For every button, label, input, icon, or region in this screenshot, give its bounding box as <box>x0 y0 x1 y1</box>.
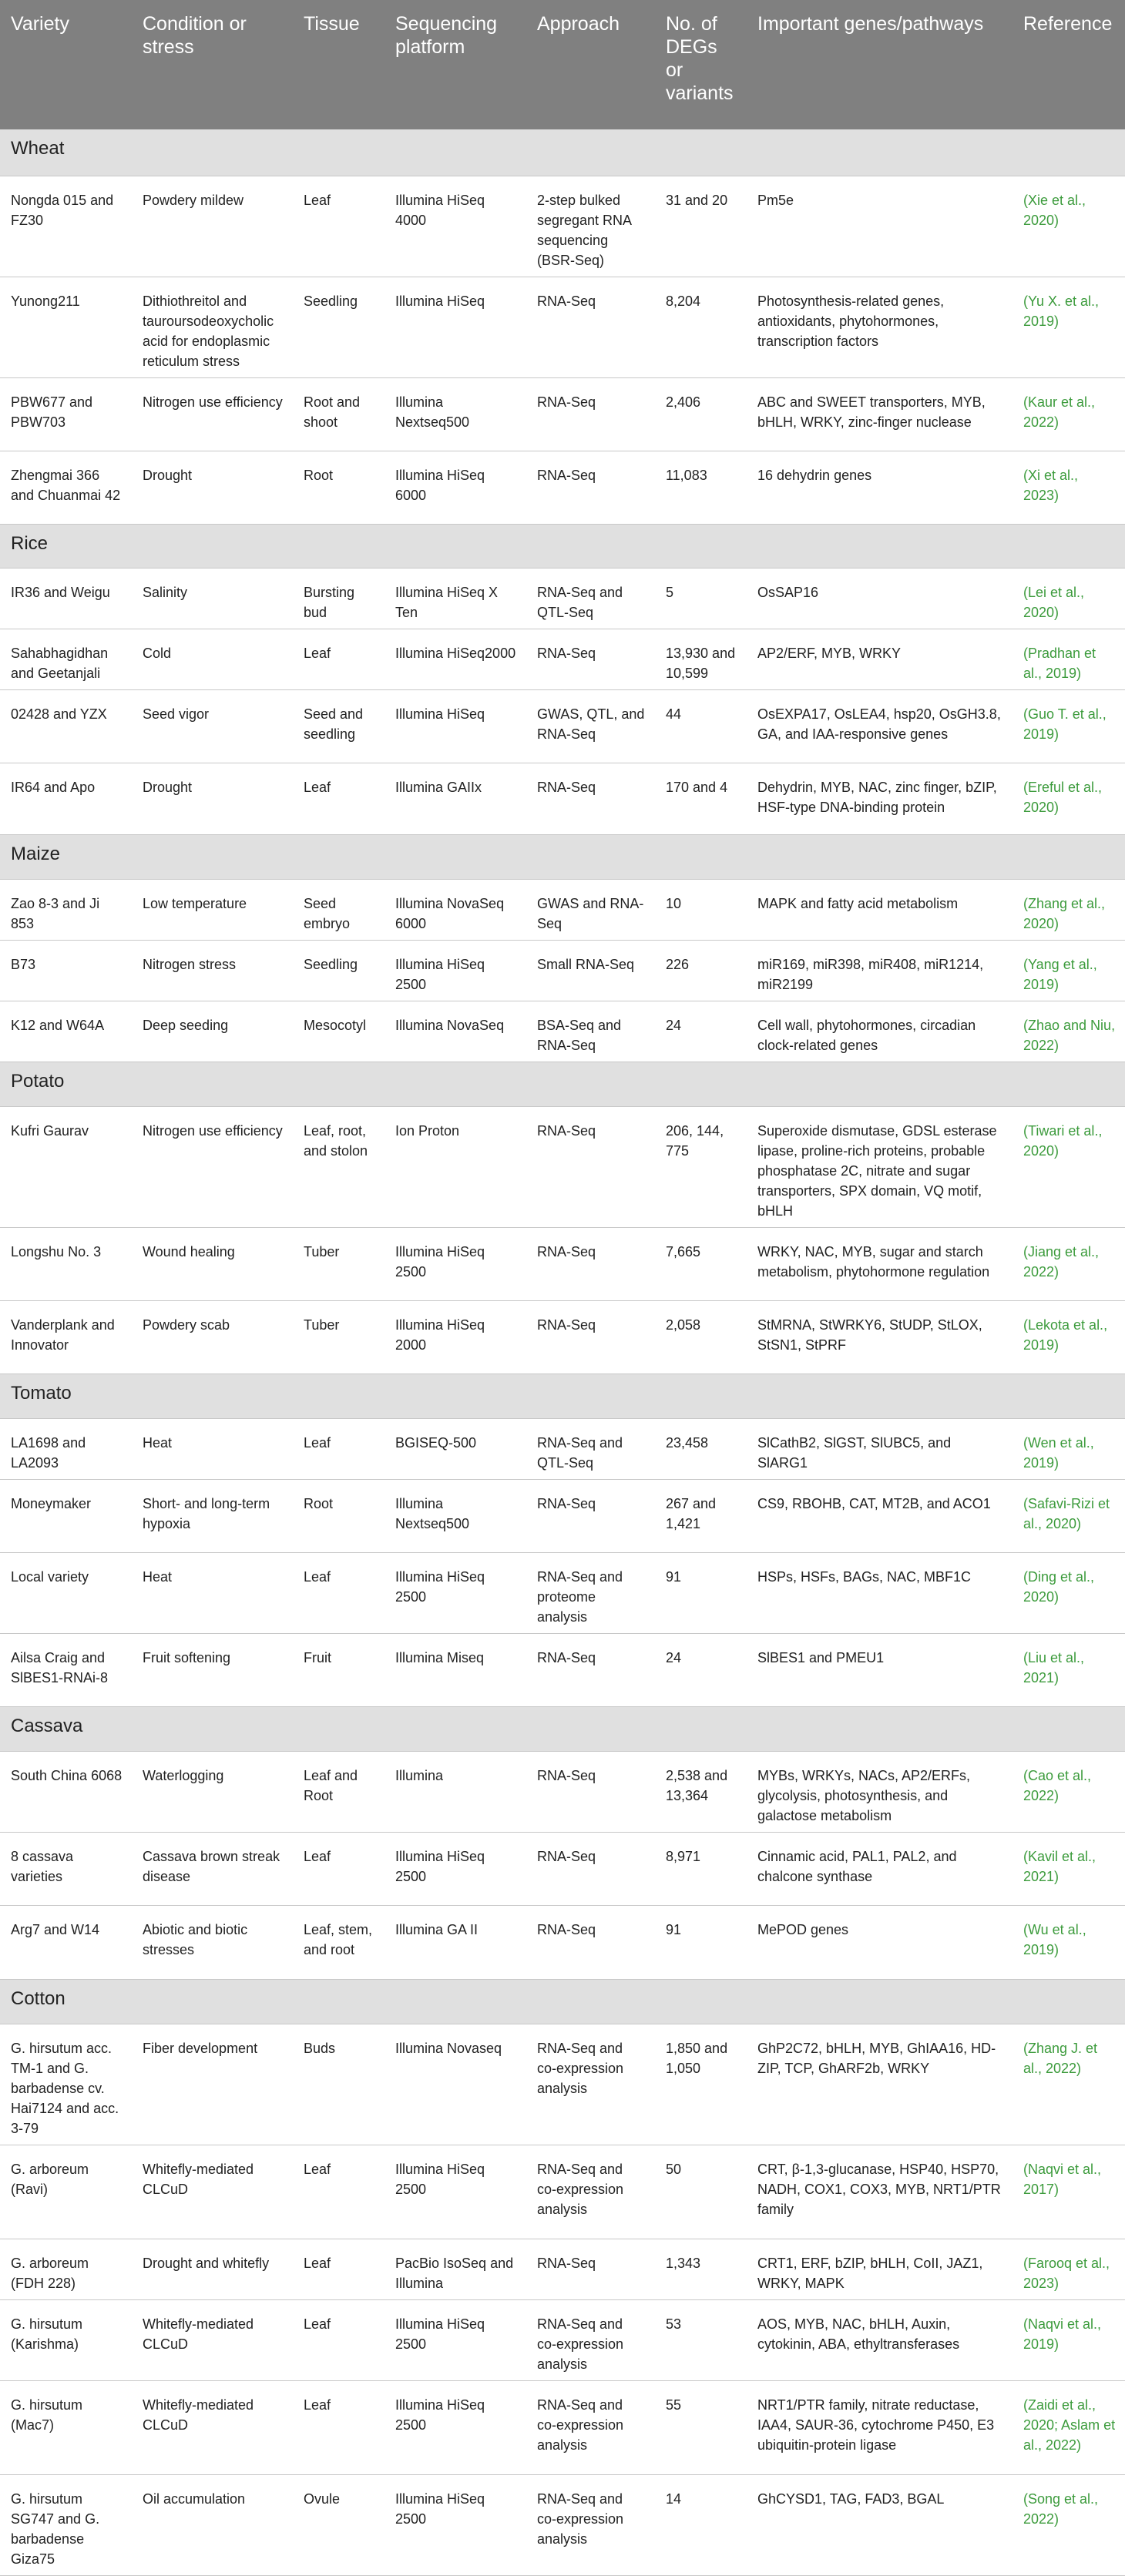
cell-condition: Drought and whitefly <box>132 2239 293 2299</box>
cell-variety: G. hirsutum SG747 and G. barbadense Giza75 <box>0 2474 132 2575</box>
cell-platform: PacBio IsoSeq and Illumina <box>385 2239 526 2299</box>
cell-degs: 1,343 <box>655 2239 747 2299</box>
cell-platform: Illumina Nextseq500 <box>385 377 526 451</box>
table-row <box>0 1418 1125 1479</box>
cell-condition: Heat <box>132 1418 293 1479</box>
header-row <box>0 0 1125 129</box>
header-reference: Reference <box>1012 0 1125 129</box>
cell-reference[interactable]: (Naqvi et al., 2019) <box>1012 2299 1125 2380</box>
cell-degs: 11,083 <box>655 451 747 524</box>
cell-platform: Illumina HiSeq 6000 <box>385 451 526 524</box>
cell-approach: RNA-Seq and co-expression analysis <box>526 2380 655 2474</box>
cell-platform: Illumina HiSeq <box>385 277 526 377</box>
cell-condition: Whitefly-mediated CLCuD <box>132 2299 293 2380</box>
cell-reference[interactable]: (Zhao and Niu, 2022) <box>1012 1001 1125 1062</box>
cell-platform: Illumina HiSeq 2500 <box>385 940 526 1001</box>
cell-degs: 1,850 and 1,050 <box>655 2024 747 2145</box>
table-row <box>0 2299 1125 2380</box>
cell-degs: 170 and 4 <box>655 763 747 834</box>
cell-tissue: Root and shoot <box>293 377 385 451</box>
cell-condition: Drought <box>132 763 293 834</box>
cell-platform: Illumina NovaSeq 6000 <box>385 879 526 940</box>
cell-tissue: Tuber <box>293 1227 385 1300</box>
cell-condition: Abiotic and biotic stresses <box>132 1905 293 1979</box>
cell-approach: 2-step bulked segregant RNA sequencing (BSR-Seq) <box>526 176 655 277</box>
cell-condition: Dithiothreitol and tauroursodeoxycholic acid for endoplasmic reticulum stress <box>132 277 293 377</box>
cell-reference[interactable]: (Jiang et al., 2022) <box>1012 1227 1125 1300</box>
group-label: Rice <box>0 524 1125 568</box>
cell-reference[interactable]: (Ereful et al., 2020) <box>1012 763 1125 834</box>
cell-tissue: Root <box>293 451 385 524</box>
table-row <box>0 451 1125 524</box>
cell-platform: Illumina HiSeq 2500 <box>385 2145 526 2239</box>
cell-degs: 31 and 20 <box>655 176 747 277</box>
cell-variety: Moneymaker <box>0 1479 132 1552</box>
cell-approach: RNA-Seq <box>526 451 655 524</box>
cell-genes: AOS, MYB, NAC, bHLH, Auxin, cytokinin, ABA, ethyltransferases <box>747 2299 1012 2380</box>
cell-reference[interactable]: (Yang et al., 2019) <box>1012 940 1125 1001</box>
cell-genes: GhCYSD1, TAG, FAD3, BGAL <box>747 2474 1012 2575</box>
cell-tissue: Leaf <box>293 629 385 689</box>
cell-platform: Illumina GAIIx <box>385 763 526 834</box>
cell-degs: 24 <box>655 1001 747 1062</box>
cell-degs: 2,406 <box>655 377 747 451</box>
cell-reference[interactable]: (Cao et al., 2022) <box>1012 1751 1125 1832</box>
cell-genes: NRT1/PTR family, nitrate reductase, IAA4, SAUR-36, cytochrome P450, E3 ubiquitin-protein ligase <box>747 2380 1012 2474</box>
cell-genes: OsSAP16 <box>747 568 1012 629</box>
cell-tissue: Mesocotyl <box>293 1001 385 1062</box>
table-row <box>0 176 1125 277</box>
cell-approach: GWAS, QTL, and RNA-Seq <box>526 689 655 763</box>
cell-tissue: Fruit <box>293 1633 385 1706</box>
table-row <box>0 1227 1125 1300</box>
cell-tissue: Seed embryo <box>293 879 385 940</box>
cell-platform: Illumina HiSeq 2500 <box>385 1552 526 1633</box>
table-row <box>0 1751 1125 1832</box>
cell-degs: 226 <box>655 940 747 1001</box>
cell-reference[interactable]: (Tiwari et al., 2020) <box>1012 1106 1125 1227</box>
cell-reference[interactable]: (Xie et al., 2020) <box>1012 176 1125 277</box>
group-row <box>0 834 1125 879</box>
cell-approach: BSA-Seq and RNA-Seq <box>526 1001 655 1062</box>
cell-condition: Low temperature <box>132 879 293 940</box>
group-row <box>0 1374 1125 1418</box>
cell-genes: MePOD genes <box>747 1905 1012 1979</box>
group-row <box>0 1979 1125 2024</box>
cell-platform: Illumina HiSeq 2500 <box>385 2474 526 2575</box>
cell-tissue: Tuber <box>293 1300 385 1374</box>
cell-tissue: Buds <box>293 2024 385 2145</box>
cell-reference[interactable]: (Song et al., 2022) <box>1012 2474 1125 2575</box>
table-row <box>0 879 1125 940</box>
cell-condition: Oil accumulation <box>132 2474 293 2575</box>
cell-variety: IR64 and Apo <box>0 763 132 834</box>
cell-tissue: Bursting bud <box>293 568 385 629</box>
cell-condition: Whitefly-mediated CLCuD <box>132 2380 293 2474</box>
table-row <box>0 568 1125 629</box>
cell-variety: Zhengmai 366 and Chuanmai 42 <box>0 451 132 524</box>
cell-condition: Waterlogging <box>132 1751 293 1832</box>
cell-condition: Cassava brown streak disease <box>132 1832 293 1905</box>
cell-platform: Illumina Miseq <box>385 1633 526 1706</box>
cell-variety: PBW677 and PBW703 <box>0 377 132 451</box>
cell-degs: 8,204 <box>655 277 747 377</box>
table-row <box>0 1832 1125 1905</box>
cell-reference[interactable]: (Yu X. et al., 2019) <box>1012 277 1125 377</box>
cell-platform: Illumina GA II <box>385 1905 526 1979</box>
cell-genes: Dehydrin, MYB, NAC, zinc finger, bZIP, HSF-type DNA-binding protein <box>747 763 1012 834</box>
cell-variety: 8 cassava varieties <box>0 1832 132 1905</box>
cell-approach: GWAS and RNA-Seq <box>526 879 655 940</box>
cell-approach: RNA-Seq and co-expression analysis <box>526 2024 655 2145</box>
cell-genes: MAPK and fatty acid metabolism <box>747 879 1012 940</box>
cell-platform: Illumina Nextseq500 <box>385 1479 526 1552</box>
cell-approach: RNA-Seq <box>526 377 655 451</box>
header-genes: Important genes/pathways <box>747 0 1012 129</box>
cell-condition: Drought <box>132 451 293 524</box>
cell-reference[interactable]: (Pradhan et al., 2019) <box>1012 629 1125 689</box>
table-row <box>0 2024 1125 2145</box>
cell-platform: Illumina HiSeq 2000 <box>385 1300 526 1374</box>
cell-variety: Zao 8-3 and Ji 853 <box>0 879 132 940</box>
table-row <box>0 1001 1125 1062</box>
cell-condition: Whitefly-mediated CLCuD <box>132 2145 293 2239</box>
table-row <box>0 629 1125 689</box>
cell-tissue: Leaf <box>293 176 385 277</box>
group-label: Cotton <box>0 1979 1125 2024</box>
table-row <box>0 2474 1125 2575</box>
cell-degs: 206, 144, 775 <box>655 1106 747 1227</box>
table-row <box>0 277 1125 377</box>
cell-reference[interactable]: (Safavi-Rizi et al., 2020) <box>1012 1479 1125 1552</box>
cell-approach: RNA-Seq <box>526 1300 655 1374</box>
header-condition: Condition or stress <box>132 0 293 129</box>
cell-degs: 24 <box>655 1633 747 1706</box>
cell-reference[interactable]: (Zhang J. et al., 2022) <box>1012 2024 1125 2145</box>
cell-genes: StMRNA, StWRKY6, StUDP, StLOX, StSN1, StPRF <box>747 1300 1012 1374</box>
cell-platform: Illumina HiSeq 2500 <box>385 1832 526 1905</box>
cell-variety: G. hirsutum acc. TM-1 and G. barbadense cv. Hai7124 and acc. 3-79 <box>0 2024 132 2145</box>
cell-condition: Fruit softening <box>132 1633 293 1706</box>
cell-variety: Longshu No. 3 <box>0 1227 132 1300</box>
cell-genes: AP2/ERF, MYB, WRKY <box>747 629 1012 689</box>
cell-approach: RNA-Seq <box>526 277 655 377</box>
cell-genes: WRKY, NAC, MYB, sugar and starch metabolism, phytohormone regulation <box>747 1227 1012 1300</box>
cell-condition: Wound healing <box>132 1227 293 1300</box>
cell-tissue: Leaf <box>293 2299 385 2380</box>
cell-genes: Superoxide dismutase, GDSL esterase lipase, proline-rich proteins, probable phosphatase 2C, nitrate and sugar transporters, SPX domain, VQ motif, bHLH <box>747 1106 1012 1227</box>
cell-genes: SlCathB2, SlGST, SlUBC5, and SlARG1 <box>747 1418 1012 1479</box>
cell-platform: Illumina HiSeq2000 <box>385 629 526 689</box>
table-row <box>0 689 1125 763</box>
table-row <box>0 2145 1125 2239</box>
cell-degs: 267 and 1,421 <box>655 1479 747 1552</box>
cell-tissue: Ovule <box>293 2474 385 2575</box>
cell-approach: RNA-Seq <box>526 1479 655 1552</box>
cell-variety: Kufri Gaurav <box>0 1106 132 1227</box>
cell-reference[interactable]: (Ding et al., 2020) <box>1012 1552 1125 1633</box>
cell-platform: Illumina <box>385 1751 526 1832</box>
cell-genes: Pm5e <box>747 176 1012 277</box>
table-row <box>0 1106 1125 1227</box>
cell-reference[interactable]: (Zhang et al., 2020) <box>1012 879 1125 940</box>
table-row <box>0 1633 1125 1706</box>
cell-approach: RNA-Seq and QTL-Seq <box>526 568 655 629</box>
cell-genes: GhP2C72, bHLH, MYB, GhIAA16, HD-ZIP, TCP, GhARF2b, WRKY <box>747 2024 1012 2145</box>
cell-platform: BGISEQ-500 <box>385 1418 526 1479</box>
cell-approach: RNA-Seq <box>526 1633 655 1706</box>
cell-variety: G. hirsutum (Karishma) <box>0 2299 132 2380</box>
cell-variety: Yunong211 <box>0 277 132 377</box>
group-row <box>0 1062 1125 1106</box>
cell-variety: G. hirsutum (Mac7) <box>0 2380 132 2474</box>
cell-variety: Local variety <box>0 1552 132 1633</box>
group-label: Cassava <box>0 1706 1125 1751</box>
cell-genes: miR169, miR398, miR408, miR1214, miR2199 <box>747 940 1012 1001</box>
cell-condition: Salinity <box>132 568 293 629</box>
cell-reference[interactable]: (Guo T. et al., 2019) <box>1012 689 1125 763</box>
cell-tissue: Leaf and Root <box>293 1751 385 1832</box>
cell-approach: RNA-Seq and co-expression analysis <box>526 2474 655 2575</box>
cell-degs: 91 <box>655 1905 747 1979</box>
cell-variety: Vanderplank and Innovator <box>0 1300 132 1374</box>
group-label: Maize <box>0 834 1125 879</box>
cell-degs: 53 <box>655 2299 747 2380</box>
cell-reference[interactable]: (Kaur et al., 2022) <box>1012 377 1125 451</box>
cell-tissue: Leaf <box>293 1832 385 1905</box>
cell-condition: Seed vigor <box>132 689 293 763</box>
header-degs: No. of DEGs or variants <box>655 0 747 129</box>
cell-condition: Cold <box>132 629 293 689</box>
cell-approach: RNA-Seq <box>526 1106 655 1227</box>
cell-variety: IR36 and Weigu <box>0 568 132 629</box>
cell-approach: RNA-Seq and co-expression analysis <box>526 2145 655 2239</box>
cell-approach: RNA-Seq <box>526 629 655 689</box>
cell-degs: 44 <box>655 689 747 763</box>
cell-genes: 16 dehydrin genes <box>747 451 1012 524</box>
cell-genes: CS9, RBOHB, CAT, MT2B, and ACO1 <box>747 1479 1012 1552</box>
cell-platform: Illumina NovaSeq <box>385 1001 526 1062</box>
cell-degs: 23,458 <box>655 1418 747 1479</box>
cell-approach: RNA-Seq <box>526 2239 655 2299</box>
cell-variety: 02428 and YZX <box>0 689 132 763</box>
cell-genes: MYBs, WRKYs, NACs, AP2/ERFs, glycolysis, photosynthesis, and galactose metabolism <box>747 1751 1012 1832</box>
cell-degs: 91 <box>655 1552 747 1633</box>
cell-reference[interactable]: (Lekota et al., 2019) <box>1012 1300 1125 1374</box>
cell-platform: Illumina Novaseq <box>385 2024 526 2145</box>
cell-condition: Short- and long-term hypoxia <box>132 1479 293 1552</box>
cell-tissue: Leaf, root, and stolon <box>293 1106 385 1227</box>
cell-reference[interactable]: (Wen et al., 2019) <box>1012 1418 1125 1479</box>
cell-condition: Deep seeding <box>132 1001 293 1062</box>
cell-tissue: Leaf <box>293 2239 385 2299</box>
group-row <box>0 129 1125 176</box>
cell-tissue: Leaf <box>293 1418 385 1479</box>
header-tissue: Tissue <box>293 0 385 129</box>
cell-reference[interactable]: (Zaidi et al., 2020; Aslam et al., 2022) <box>1012 2380 1125 2474</box>
table-row <box>0 377 1125 451</box>
table-row <box>0 1905 1125 1979</box>
header-variety: Variety <box>0 0 132 129</box>
cell-reference[interactable]: (Farooq et al., 2023) <box>1012 2239 1125 2299</box>
cell-degs: 55 <box>655 2380 747 2474</box>
cell-tissue: Seedling <box>293 277 385 377</box>
cell-condition: Nitrogen stress <box>132 940 293 1001</box>
cell-condition: Fiber development <box>132 2024 293 2145</box>
cell-variety: Nongda 015 and FZ30 <box>0 176 132 277</box>
cell-genes: ABC and SWEET transporters, MYB, bHLH, WRKY, zinc-finger nuclease <box>747 377 1012 451</box>
cell-platform: Illumina HiSeq <box>385 689 526 763</box>
cell-variety: South China 6068 <box>0 1751 132 1832</box>
cell-platform: Illumina HiSeq 2500 <box>385 2380 526 2474</box>
cell-degs: 8,971 <box>655 1832 747 1905</box>
table-row <box>0 763 1125 834</box>
cell-platform: Ion Proton <box>385 1106 526 1227</box>
cell-genes: CRT1, ERF, bZIP, bHLH, CoII, JAZ1, WRKY, MAPK <box>747 2239 1012 2299</box>
cell-condition: Powdery scab <box>132 1300 293 1374</box>
group-label: Potato <box>0 1062 1125 1106</box>
cell-approach: RNA-Seq and co-expression analysis <box>526 2299 655 2380</box>
cell-condition: Nitrogen use efficiency <box>132 1106 293 1227</box>
cell-tissue: Leaf <box>293 1552 385 1633</box>
cell-genes: HSPs, HSFs, BAGs, NAC, MBF1C <box>747 1552 1012 1633</box>
cell-approach: RNA-Seq and proteome analysis <box>526 1552 655 1633</box>
cell-platform: Illumina HiSeq 2500 <box>385 1227 526 1300</box>
cell-genes: SlBES1 and PMEU1 <box>747 1633 1012 1706</box>
cell-approach: RNA-Seq <box>526 1227 655 1300</box>
cell-genes: CRT, β-1,3-glucanase, HSP40, HSP70, NADH, COX1, COX3, MYB, NRT1/PTR family <box>747 2145 1012 2239</box>
cell-genes: OsEXPA17, OsLEA4, hsp20, OsGH3.8, GA, and IAA-responsive genes <box>747 689 1012 763</box>
cell-degs: 13,930 and 10,599 <box>655 629 747 689</box>
cell-platform: Illumina HiSeq 4000 <box>385 176 526 277</box>
table-row <box>0 1300 1125 1374</box>
cell-genes: Photosynthesis-related genes, antioxidants, phytohormones, transcription factors <box>747 277 1012 377</box>
cell-tissue: Leaf, stem, and root <box>293 1905 385 1979</box>
cell-tissue: Seedling <box>293 940 385 1001</box>
cell-platform: Illumina HiSeq X Ten <box>385 568 526 629</box>
group-row <box>0 524 1125 568</box>
table-row <box>0 1552 1125 1633</box>
cell-reference[interactable]: (Kavil et al., 2021) <box>1012 1832 1125 1905</box>
cell-degs: 2,538 and 13,364 <box>655 1751 747 1832</box>
cell-variety: Arg7 and W14 <box>0 1905 132 1979</box>
cell-condition: Heat <box>132 1552 293 1633</box>
group-label: Tomato <box>0 1374 1125 1418</box>
cell-condition: Nitrogen use efficiency <box>132 377 293 451</box>
cell-variety: Sahabhagidhan and Geetanjali <box>0 629 132 689</box>
cell-approach: RNA-Seq <box>526 1751 655 1832</box>
cell-approach: Small RNA-Seq <box>526 940 655 1001</box>
cell-approach: RNA-Seq and QTL-Seq <box>526 1418 655 1479</box>
cell-variety: G. arboreum (Ravi) <box>0 2145 132 2239</box>
cell-tissue: Leaf <box>293 2380 385 2474</box>
cell-variety: Ailsa Craig and SlBES1-RNAi-8 <box>0 1633 132 1706</box>
cell-approach: RNA-Seq <box>526 1832 655 1905</box>
cell-degs: 50 <box>655 2145 747 2239</box>
header-approach: Approach <box>526 0 655 129</box>
cell-variety: LA1698 and LA2093 <box>0 1418 132 1479</box>
table-row <box>0 2380 1125 2474</box>
cell-degs: 10 <box>655 879 747 940</box>
cell-degs: 14 <box>655 2474 747 2575</box>
group-label: Wheat <box>0 129 1125 176</box>
cell-reference[interactable]: (Wu et al., 2019) <box>1012 1905 1125 1979</box>
cell-platform: Illumina HiSeq 2500 <box>385 2299 526 2380</box>
table-row <box>0 940 1125 1001</box>
cell-degs: 5 <box>655 568 747 629</box>
table-row <box>0 1479 1125 1552</box>
header-platform: Sequencing platform <box>385 0 526 129</box>
cell-tissue: Leaf <box>293 763 385 834</box>
cell-degs: 2,058 <box>655 1300 747 1374</box>
cell-approach: RNA-Seq <box>526 763 655 834</box>
table-row <box>0 2239 1125 2299</box>
cell-genes: Cinnamic acid, PAL1, PAL2, and chalcone synthase <box>747 1832 1012 1905</box>
group-row <box>0 1706 1125 1751</box>
cell-degs: 7,665 <box>655 1227 747 1300</box>
cell-condition: Powdery mildew <box>132 176 293 277</box>
cell-tissue: Leaf <box>293 2145 385 2239</box>
cell-variety: K12 and W64A <box>0 1001 132 1062</box>
cell-variety: G. arboreum (FDH 228) <box>0 2239 132 2299</box>
cell-tissue: Root <box>293 1479 385 1552</box>
cell-genes: Cell wall, phytohormones, circadian clock-related genes <box>747 1001 1012 1062</box>
cell-approach: RNA-Seq <box>526 1905 655 1979</box>
cell-variety: B73 <box>0 940 132 1001</box>
cell-reference[interactable]: (Liu et al., 2021) <box>1012 1633 1125 1706</box>
cell-reference[interactable]: (Lei et al., 2020) <box>1012 568 1125 629</box>
cell-tissue: Seed and seedling <box>293 689 385 763</box>
cell-reference[interactable]: (Xi et al., 2023) <box>1012 451 1125 524</box>
cell-reference[interactable]: (Naqvi et al., 2017) <box>1012 2145 1125 2239</box>
